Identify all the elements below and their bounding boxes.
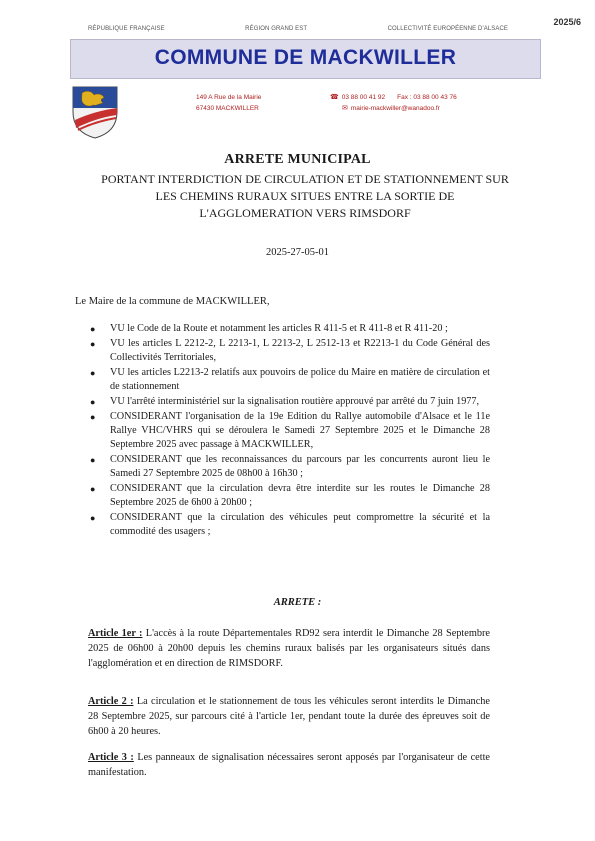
article-3-label: Article 3 : [88, 752, 134, 763]
list-item: ● CONSIDERANT l'organisation de la 19e Edition du Rallye automobile d'Alsace et le 11e Rallye VHC/VHRS qui se déroulera le Samedi 27 Septembre 2025 et le Dimanche 28 Septembre 2025 avec passage à MACKWILLER, [90, 411, 490, 450]
article-1-label: Article 1er : [88, 628, 143, 639]
decree-reference: 2025-27-05-01 [266, 247, 329, 258]
list-item: ● CONSIDERANT que la circulation des véhicules peut compromettre la sécurité et la commodité des usagers ; [90, 512, 490, 537]
header-authorities [88, 26, 508, 32]
commune-banner [70, 39, 541, 79]
commune-name: COMMUNE DE MACKWILLER [154, 46, 457, 69]
address-street: 149 A Rue de la Mairie [196, 94, 262, 101]
list-item: ● VU les articles L2213-2 relatifs aux pouvoirs de police du Maire en matière de circulation et de stationnement [90, 367, 490, 392]
phone-icon: ☎ [330, 94, 339, 101]
mairie-contact [330, 92, 457, 114]
bullet-icon: ● [90, 339, 96, 349]
article-2 [88, 694, 490, 739]
envelope-icon: ✉ [342, 105, 348, 112]
address-city: 67430 MACKWILLER [196, 105, 259, 112]
article-2-text: La circulation et le stationnement de tous les véhicules seront interdits le Dimanche 28 Septembre 2025, sur parcours cité à l'article 1er, pendant toute la durée des épreuves soit de 6h00 à 20 heures. [88, 696, 490, 737]
contact-phone: 03 88 00 41 92 [341, 94, 386, 101]
list-item: ● VU le Code de la Route et notamment les articles R 411-5 et R 411-8 et R 411-20 ; [90, 323, 448, 334]
coat-of-arms-icon [70, 84, 120, 140]
list-item: ● VU les articles L 2212-2, L 2213-1, L 2213-2, L 2512-13 et R2213-1 du Code Général des Collectivités Territoriales, [90, 338, 490, 363]
article-1 [88, 626, 490, 671]
decree-intro: Le Maire de la commune de MACKWILLER, [75, 296, 270, 307]
arrete-heading: ARRETE : [273, 597, 322, 608]
header-collectivity: COLLECTIVITÉ EUROPÉENNE D'ALSACE [387, 26, 508, 32]
list-item: ● VU l'arrêté interministériel sur la signalisation routière approuvé par arrêté du 7 juin 1977, [90, 396, 480, 407]
article-3 [88, 750, 490, 780]
header-region: RÉGION GRAND EST [245, 26, 308, 32]
decree-subtitle: PORTANT INTERDICTION DE CIRCULATION ET DE STATIONNEMENT SUR LES CHEMINS RURAUX SITUES ENTRE LA SORTIE DE L'AGGLOMERATION VERS RIMSDORF [101, 172, 509, 220]
contact-email[interactable]: mairie-mackwiller@wanadoo.fr [350, 105, 440, 112]
bullet-icon: ● [90, 484, 96, 494]
list-item: ● CONSIDERANT que les reconnaissances du parcours par les concurrents auront lieu le Samedi 27 Septembre 2025 de 08h00 à 16h30 ; [90, 454, 490, 479]
contact-email-row [330, 103, 457, 114]
bullet-icon: ● [90, 455, 96, 465]
contact-phone-row [330, 92, 457, 103]
article-3-text: Les panneaux de signalisation nécessaires seront apposés par l'organisateur de cette manifestation. [88, 752, 491, 778]
article-2-label: Article 2 : [88, 696, 134, 707]
decree-title: ARRETE MUNICIPAL [224, 152, 371, 167]
considerations-list [88, 322, 490, 540]
list-item: ● CONSIDERANT que la circulation devra être interdite sur les routes le Dimanche 28 Septembre 2025 de 6h00 à 20h00 ; [90, 483, 490, 508]
header-republic: RÉPUBLIQUE FRANÇAISE [88, 26, 165, 32]
mairie-address [196, 92, 261, 114]
bullet-icon: ● [90, 412, 96, 422]
contact-fax: Fax : 03 88 00 43 76 [397, 94, 457, 101]
bullet-icon: ● [90, 513, 96, 523]
bullet-icon: ● [90, 324, 96, 334]
article-1-text: L'accès à la route Départementales RD92 sera interdit le Dimanche 28 Septembre 2025 de 06h00 à 20h00 depuis les chemins ruraux balisés par les organisateurs situés dans l'agglomération et en direction de RIMSDORF. [88, 628, 491, 669]
document-number: 2025/6 [553, 17, 581, 27]
bullet-icon: ● [90, 368, 96, 378]
bullet-icon: ● [90, 397, 96, 407]
